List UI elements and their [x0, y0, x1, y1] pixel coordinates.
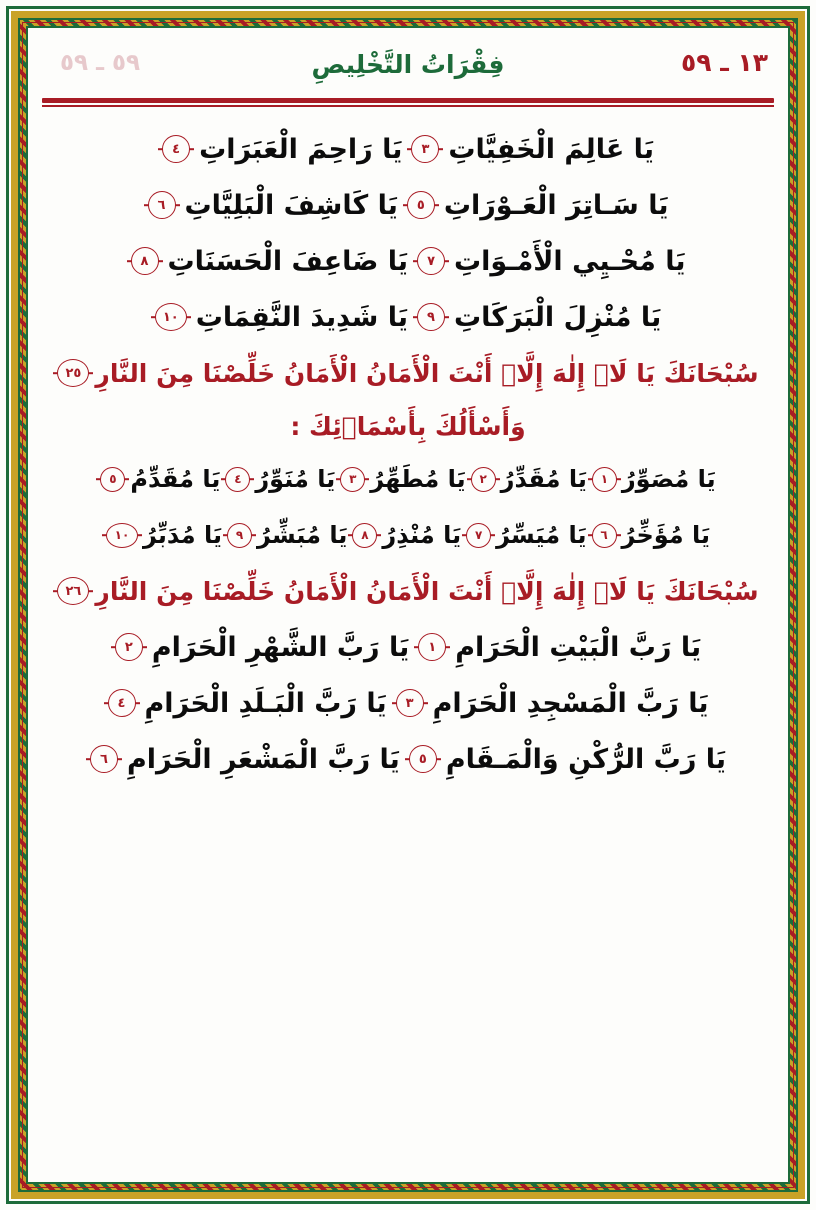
text-line — [38, 345, 778, 401]
invocation-text: يَا رَبَّ الْمَسْجِدِ الْحَرَامِ — [432, 687, 709, 719]
text-line — [38, 563, 778, 619]
invocation-text: يَا مُقَدِّمُ — [130, 465, 221, 493]
invocation-text: يَا مُيَسِّرُ — [496, 521, 587, 549]
ayah-number-marker: ٢٦ — [57, 577, 89, 605]
ayah-number-marker: ٩ — [227, 523, 252, 548]
invocation-text: سُبْحَانَكَ يَا لَاۤ إِلٰهَ إِلَّاۤ أَنْتَ الْأَمَانُ الْأَمَانُ خَلِّصْنَا مِنَ النَّارِ — [95, 358, 759, 388]
page-number-watermark: ٥٩ ـ ٥٩ — [60, 50, 141, 76]
ayah-number-marker: ٤ — [162, 135, 190, 163]
text-line — [38, 507, 778, 563]
invocation-text: يَا مُبَشِّرُ — [257, 521, 348, 549]
page-title: فِقْرَاتُ التَّخْلِيصِ — [311, 50, 505, 79]
invocation-text: يَا مُؤَخِّرُ — [621, 521, 711, 549]
invocation-text: يَا مُدَبِّرُ — [142, 521, 223, 549]
invocation-text: يَا رَاحِمَ الْعَبَرَاتِ — [199, 133, 403, 165]
page-number: ١٣ ـ ٥٩ — [680, 48, 768, 77]
ayah-number-marker: ٢ — [115, 633, 143, 661]
page-content — [34, 34, 782, 1176]
ayah-number-marker: ١٠ — [155, 303, 187, 331]
ayah-number-marker: ٧ — [466, 523, 491, 548]
ayah-number-marker: ٣ — [396, 689, 424, 717]
invocation-text: يَا رَبَّ الْمَشْعَرِ الْحَرَامِ — [126, 743, 400, 775]
ayah-number-marker: ١ — [418, 633, 446, 661]
invocation-text: يَا مُطَهِّرُ — [370, 465, 466, 493]
invocation-text: يَا مُنْزِلَ الْبَرَكَاتِ — [453, 301, 662, 333]
invocation-text: يَا رَبَّ الرُّكْنِ وَالْمَـقَامِ — [445, 743, 727, 775]
ayah-number-marker: ١ — [592, 467, 617, 492]
ayah-number-marker: ٦ — [90, 745, 118, 773]
ayah-number-marker: ٧ — [417, 247, 445, 275]
ayah-number-marker: ٤ — [225, 467, 250, 492]
ayah-number-marker: ٥ — [407, 191, 435, 219]
invocation-text: يَا كَاشِفَ الْبَلِيَّاتِ — [184, 189, 398, 221]
invocation-text: يَا مُنْذِرُ — [382, 521, 462, 549]
page-header — [34, 34, 782, 96]
invocation-text: وَأَسْأَلُكَ بِأَسْمَاۤئِكَ : — [290, 411, 526, 441]
invocation-text: يَا سَـاتِرَ الْعَـوْرَاتِ — [443, 189, 669, 221]
ayah-number-marker: ٢ — [471, 467, 496, 492]
text-line — [38, 233, 778, 289]
invocation-text: يَا شَدِيدَ النَّقِمَاتِ — [195, 301, 408, 333]
ayah-number-marker: ٥ — [100, 467, 125, 492]
text-line — [38, 675, 778, 731]
ayah-number-marker: ٤ — [108, 689, 136, 717]
text-line — [38, 401, 778, 451]
divider-thick — [42, 98, 774, 103]
ayah-number-marker: ٢٥ — [57, 359, 89, 387]
text-line — [38, 177, 778, 233]
ayah-number-marker: ٥ — [409, 745, 437, 773]
ayah-number-marker: ١٠ — [106, 523, 138, 548]
divider-thin — [42, 105, 774, 107]
ayah-number-marker: ٨ — [131, 247, 159, 275]
invocation-text: يَا عَالِمَ الْخَفِيَّاتِ — [448, 133, 654, 165]
text-line — [38, 451, 778, 507]
ayah-number-marker: ٦ — [148, 191, 176, 219]
invocation-text: يَا رَبَّ الْبَيْتِ الْحَرَامِ — [455, 631, 702, 663]
invocation-text: سُبْحَانَكَ يَا لَاۤ إِلٰهَ إِلَّاۤ أَنْتَ الْأَمَانُ الْأَمَانُ خَلِّصْنَا مِنَ النَّارِ — [95, 576, 759, 606]
header-divider — [42, 98, 774, 107]
text-body — [34, 121, 782, 787]
invocation-text: يَا رَبَّ الْبَـلَدِ الْحَرَامِ — [144, 687, 387, 719]
text-line — [38, 289, 778, 345]
invocation-text: يَا مُقَدِّرُ — [500, 465, 587, 493]
ayah-number-marker: ٣ — [411, 135, 439, 163]
ayah-number-marker: ٦ — [592, 523, 617, 548]
text-line — [38, 121, 778, 177]
invocation-text: يَا مُصَوِّرُ — [621, 465, 716, 493]
invocation-text: يَا مُحْـيِي الْأَمْـوَاتِ — [454, 245, 686, 277]
ayah-number-marker: ٣ — [340, 467, 365, 492]
text-line — [38, 619, 778, 675]
ayah-number-marker: ٩ — [417, 303, 445, 331]
invocation-text: يَا ضَاعِفَ الْحَسَنَاتِ — [167, 245, 409, 277]
invocation-text: يَا مُنَوِّرُ — [255, 465, 336, 493]
text-line — [38, 731, 778, 787]
ayah-number-marker: ٨ — [352, 523, 377, 548]
invocation-text: يَا رَبَّ الشَّهْرِ الْحَرَامِ — [151, 631, 410, 663]
